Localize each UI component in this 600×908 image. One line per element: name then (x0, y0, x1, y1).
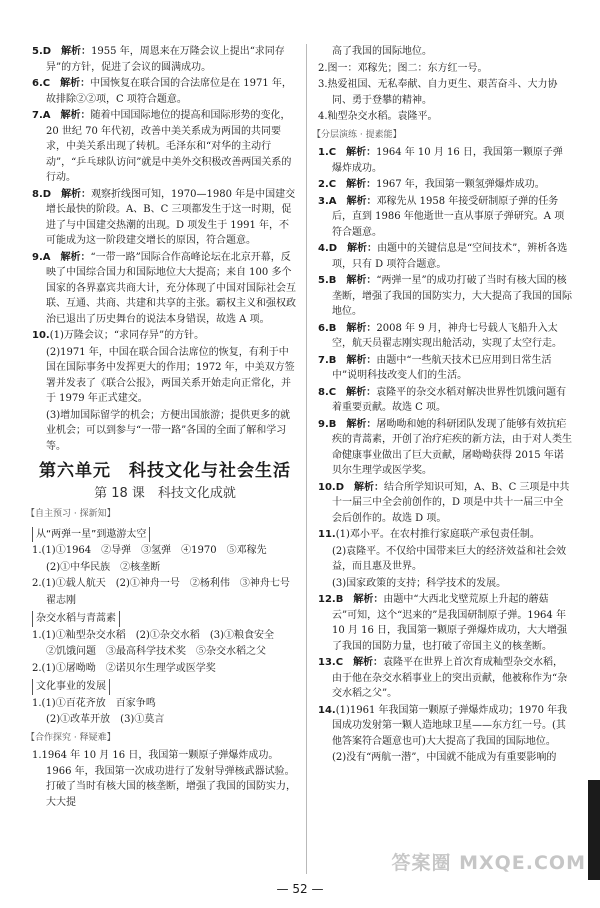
cooperative-answer-1-cont: 高了我国的国际地位。 (332, 46, 432, 57)
unit-title: 第六单元 科技文化与社会生活 (39, 461, 291, 481)
practice-answer-7: 7.B 解析：由题中“一些航天技术已应用到日常生活中”说明科技改变人们的生活。 (318, 354, 552, 381)
answer-8: 8.D 解析：观察折线图可知，1970—1980 年是中国建交增长最快的阶段。A、B、C 三项都发生于这一时期，促进了与中国建交热潮的出现。D 项发生于 1991 年，不可能成为这一阶段建交增长的原因，符合题意。 (32, 188, 296, 246)
practice-answer-9: 9.B 解析：屠呦呦和她的科研团队发现了能够有效抗疟疾的青蒿素，开创了治疗疟疾的新方法，由于对人类生命健康事业做出了巨大贡献，屠呦呦获得 2015 年诺贝尔生理学或医学奖。 (318, 418, 572, 476)
practice-answer-13: 13.C 解析：袁隆平在世界上首次育成籼型杂交水稻，由于他在杂交水稻事业上的突出贡献，他被称作为“杂交水稻之父”。 (318, 657, 568, 699)
practice-answer-1: 1.C 解析：1964 年 10 月 16 日，我国第一颗原子弹爆炸成功。 (318, 147, 563, 174)
practice-answer-2: 2.C 解析：1967 年，我国第一颗氢弹爆炸成功。 (318, 179, 545, 190)
self-study-line: 翟志刚 (46, 594, 76, 606)
answer-10-part-3: (3)增加国际留学的机会；方便出国旅游；提供更多的就业机会；可以到参与“一带一路”各国的全面了解和学习等。 (46, 409, 291, 452)
lesson-title: 第 18 课 科技文化成就 (94, 485, 236, 501)
edge-thumb-tab (588, 780, 600, 880)
answer-7: 7.A 解析：随着中国国际地位的提高和国际形势的变化，20 世纪 70 年代初，改善中美关系成为两国的共同要求，中美关系出现了转机。毛泽东和“对华的主动行动”，“乒乓球队访问”就是中美外交积极改善两国关系的行动。 (32, 110, 292, 183)
self-study-line: 1.(1)①籼型杂交水稻 (2)①杂交水稻 (3)①粮食安全 (32, 629, 275, 641)
practice-answer-11-part-2: (2)袁隆平。不仅给中国带来巨大的经济效益和社会效益，而且惠及世界。 (332, 545, 567, 572)
self-study-line: (2)①改革开放 (3)①莫言 (46, 714, 165, 725)
section-self-study: 【自主预习 · 探新知】 (26, 509, 116, 519)
cooperative-answer-2: 2.图一：邓稼先；图二：东方红一号。 (318, 62, 488, 74)
page-number: — 52 — (276, 882, 324, 896)
practice-answer-3: 3.A 解析：邓稼先从 1958 年接受研制原子弹的任务后，直到 1986 年他逝世一直从事原子弹研究。A 项符合题意。 (318, 195, 565, 238)
topic-hybrid-rice: 杂交水稻与青蒿素 (32, 611, 120, 627)
practice-answer-5: 5.B 解析：“两弹一星”的成功打破了当时有核大国的核垄断，增强了我国的国防实力，大大提高了我国的国际地位。 (318, 275, 572, 317)
self-study-line: 1.(1)①百花齐放 百家争鸣 (32, 697, 156, 709)
cooperative-answer-1: 1.1964 年 10 月 16 日，我国第一颗原子弹爆炸成功。1966 年，我国第一次成功进行了发射导弹核武器试验。打破了当时有核大国的核垄断，增强了我国的国防实力，大大提 (32, 750, 296, 808)
practice-answer-11-part-3: (3)国家政策的支持；科学技术的发展。 (332, 577, 507, 589)
practice-answer-14: 14.(1)1961 年我国第一颗原子弹爆炸成功；1970 年我国成功发射第一颗人造地球卫星——东方红一号。(其他答案符合题意也可)大大提高了我国的国际地位。 (318, 704, 568, 747)
self-study-line: (2)①中华民族 ②核垄断 (46, 561, 161, 573)
practice-answer-4: 4.D 解析：由题中的关键信息是“空间技术”，辨析各选项，只有 D 项符合题意。 (318, 243, 568, 270)
practice-answer-12: 12.B 解析：由题中“大西北戈壁荒原上升起的蘑菇云”可知，这个“迟来的”是我国研制原子弹。1964 年 10 月 16 日，我国第一颗原子弹爆炸成功，大大增强了我国的国防力量，也打破了帝国主义的核垄断。 (318, 594, 567, 652)
left-column (26, 44, 298, 811)
section-layered-practice: 【分层演练 · 提素能】 (312, 129, 402, 140)
answer-9: 9.A 解析：“一带一路”国际合作高峰论坛在北京开幕，反映了中国综合国力和国际地位大大提高；来自 100 多个国家的各界嘉宾共商大计，充分体现了中国对国际社会互联、互通、共商、共建和共享的主张。霸权主义和强权政治已退出了历史舞台的说法本身错误，故选 A 项。 (32, 251, 296, 325)
answer-10-part-2: (2)1971 年，中国在联合国合法席位的恢复，有利于中国在国际事务中发挥更大的作用；1972 年，中美双方签署并发表了《联合公报》，两国关系开始走向正常化，并于 1979 年正式建交。 (46, 346, 295, 404)
column-divider (306, 44, 307, 874)
site-watermark: 答案圈 MXQE.COM (391, 852, 586, 874)
practice-answer-10: 10.D 解析：结合所学知识可知，A、B、C 三项是中共十一届三中全会前创作的，D 项是中共十一届三中全会后创作的。故选 D 项。 (318, 481, 570, 524)
self-study-line: 2.(1)①载人航天 (2)①神舟一号 ②杨利伟 ③神舟七号 (32, 578, 290, 589)
practice-answer-6: 6.B 解析：2008 年 9 月，神舟七号载人飞船升入太空，航天员翟志刚实现出舱活动，实现了太空行走。 (318, 322, 562, 349)
topic-culture: 文化事业的发展 (32, 679, 110, 695)
practice-answer-11: 11.(1)邓小平。在农村推行家庭联产承包责任制。 (318, 529, 540, 540)
self-study-line: 1.(1)①1964 ②导弹 ③氢弹 ④1970 ⑤邓稼先 (32, 545, 267, 556)
practice-answer-8: 8.C 解析：袁隆平的杂交水稻对解决世界性饥饿问题有着重要贡献。故选 C 项。 (318, 386, 567, 413)
answer-5: 5.D 解析：1955 年，周恩来在万隆会议上提出“求同存异”的方针，促进了会议的圆满成功。 (32, 46, 285, 73)
answer-10: 10.(1)万隆会议；“求同存异”的方针。 (32, 330, 205, 341)
self-study-line: 2.(1)①屠呦呦 ②诺贝尔生理学或医学奖 (32, 662, 216, 674)
right-column (312, 44, 572, 767)
cooperative-answer-4: 4.籼型杂交水稻。袁隆平。 (318, 111, 438, 122)
topic-two-bombs: 从“两弹一星”到遨游太空 (32, 527, 150, 543)
practice-answer-14-part-2: (2)没有“两航一潜”，中国就不能成为有重要影响的 (332, 752, 557, 763)
section-cooperative: 【合作探究 · 释疑难】 (26, 732, 116, 743)
cooperative-answer-3: 3.热爱祖国、无私奉献、自力更生、艰苦奋斗、大力协同、勇于登攀的精神。 (318, 79, 558, 106)
self-study-line: ②饥饿问题 ③最高科学技术奖 ⑤杂交水稻之父 (46, 646, 266, 657)
answer-6: 6.C 解析：中国恢复在联合国的合法席位是在 1971 年，故排除②②项，C 项符合题意。 (32, 78, 292, 105)
